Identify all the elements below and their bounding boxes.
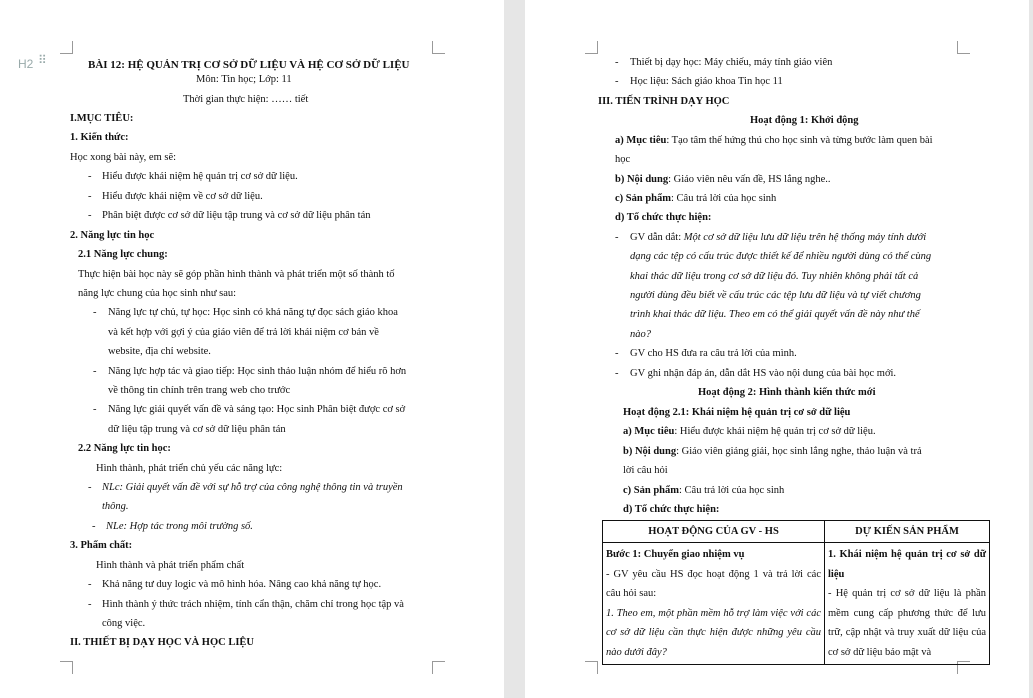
list-item: Hiểu được khái niệm hệ quản trị cơ sở dữ liệu.: [102, 171, 298, 182]
table-row: [603, 543, 990, 665]
bullet-dash: -: [88, 171, 92, 182]
list-item: NLe: Hợp tác trong môi trường số.: [106, 521, 253, 532]
label: c) Sản phẩm: [623, 485, 680, 496]
table-header-cell: DỰ KIẾN SẢN PHẨM: [825, 521, 990, 543]
paragraph: [623, 425, 876, 439]
bullet-dash: -: [93, 366, 97, 377]
crop-mark: [585, 661, 598, 674]
paragraph: Hình thành, phát triển chủ yếu các năng lực:: [96, 463, 283, 474]
section-heading: III. TIẾN TRÌNH DẠY HỌC: [598, 96, 730, 107]
paragraph: Hình thành và phát triển phẩm chất: [96, 560, 245, 571]
product-title: 1. Khái niệm hệ quản trị cơ sở dữ liệu: [828, 549, 986, 580]
bullet-dash: -: [88, 599, 92, 610]
crop-mark: [432, 41, 445, 54]
paragraph: Thực hiện bài học này sẽ góp phần hình thành và phát triển một số thành tố: [78, 269, 395, 280]
text: Một cơ sở dữ liệu lưu dữ liệu trên hệ thống máy tính dưới: [683, 232, 927, 243]
list-item-continued: người dùng đều biết về cấu trúc các tệp lưu dữ liệu và tự viết chương: [630, 290, 921, 301]
list-item-continued: dạng các tệp có cấu trúc được thiết kế để nhiều người dùng có thể cùng: [630, 251, 932, 262]
list-item-continued: website, địa chỉ website.: [108, 346, 211, 357]
subsection-heading: 2.1 Năng lực chung:: [78, 249, 168, 260]
heading-style-indicator[interactable]: H2: [18, 57, 34, 71]
list-item: Thiết bị dạy học: Máy chiếu, máy tính giáo viên: [630, 57, 833, 68]
section-heading: I.MỤC TIÊU:: [70, 113, 134, 124]
bullet-dash: -: [615, 57, 619, 68]
text: : Câu trả lời của học sinh: [671, 193, 777, 204]
list-item: Học liệu: Sách giáo khoa Tin học 11: [630, 76, 783, 87]
table-cell: [603, 543, 825, 665]
text: GV dẫn dắt:: [630, 232, 684, 243]
paragraph: [615, 134, 933, 148]
list-item: GV ghi nhận đáp án, dẫn dắt HS vào nội dung của bài học mới.: [630, 368, 897, 379]
text: : Câu trả lời của học sinh: [679, 485, 785, 496]
bullet-dash: -: [88, 210, 92, 221]
label: a) Mục tiêu: [615, 135, 667, 146]
bullet-dash: -: [615, 76, 619, 87]
list-item: Năng lực tự chủ, tự học: Học sinh có khả năng tự đọc sách giáo khoa: [108, 307, 398, 318]
subsection-heading: 1. Kiến thức:: [70, 132, 129, 143]
bullet-dash: -: [92, 521, 96, 532]
paragraph: d) Tổ chức thực hiện:: [623, 504, 720, 515]
list-item-continued: dữ liệu tập trung và cơ sở dữ liệu phân tán: [108, 424, 286, 435]
activity-heading: Hoạt động 1: Khởi động: [750, 115, 859, 126]
table-header-row: [603, 521, 990, 543]
list-item-continued: và kết hợp với gợi ý của giáo viên để trả lời khái niệm cơ bản về: [108, 327, 379, 338]
label: b) Nội dung: [615, 174, 669, 185]
crop-mark: [957, 41, 970, 54]
list-item: Phân biệt được cơ sở dữ liệu tập trung và cơ sở dữ liệu phân tán: [102, 210, 371, 221]
crop-mark: [585, 41, 598, 54]
bullet-dash: -: [615, 348, 619, 359]
document-page-right: [525, 0, 1029, 698]
list-item: [630, 231, 926, 245]
paragraph: d) Tổ chức thực hiện:: [615, 212, 712, 223]
cell-question: 1. Theo em, một phần mềm hỗ trợ làm việc với các cơ sở dữ liệu cần thực hiện được những yêu cầu nào dưới đây?: [606, 607, 821, 658]
list-item: NLc: Giải quyết vấn đề với sự hỗ trợ của công nghệ thông tin và truyền: [102, 482, 403, 493]
list-item-continued: trình khai thác dữ liệu. Theo em có thể giải quyết vấn đề này như thế: [630, 309, 920, 320]
list-item-continued: khai thác dữ liệu trong cơ sở dữ liệu đó. Tuy nhiên không phải tất cả: [630, 271, 919, 282]
paragraph: [615, 192, 776, 206]
bullet-dash: -: [88, 191, 92, 202]
list-item-continued: thông.: [102, 501, 129, 512]
lesson-time: Thời gian thực hiện: …… tiết: [183, 94, 309, 105]
list-item: Năng lực giải quyết vấn đề và sáng tạo: Học sinh Phân biệt được cơ sở: [108, 404, 406, 415]
text: : Tạo tâm thế hứng thú cho học sinh và từng bước làm quen bài: [666, 135, 933, 146]
paragraph: [615, 173, 831, 187]
lesson-title: BÀI 12: HỆ QUẢN TRỊ CƠ SỞ DỮ LIỆU VÀ HỆ CƠ SỞ DỮ LIỆU: [88, 59, 410, 71]
document-page-left: [0, 0, 504, 698]
text: : Hiểu được khái niệm hệ quản trị cơ sở dữ liệu.: [674, 426, 876, 437]
table-cell: [825, 543, 990, 665]
text: : Giáo viên giảng giải, học sinh lắng nghe, thảo luận và trả: [676, 446, 922, 457]
list-item: Hình thành ý thức trách nhiệm, tính cẩn thận, chăm chỉ trong học tập và: [102, 599, 404, 610]
drag-handle-icon[interactable]: ⠿: [38, 53, 48, 67]
paragraph: [623, 445, 922, 459]
crop-mark: [60, 661, 73, 674]
bullet-dash: -: [88, 482, 92, 493]
cell-text: - GV yêu cầu HS đọc hoạt động 1 và trả lời các câu hỏi sau:: [606, 568, 821, 599]
bullet-dash: -: [88, 579, 92, 590]
subsection-heading: 2.2 Năng lực tin học:: [78, 443, 171, 454]
activity-table: [602, 520, 990, 665]
crop-mark: [60, 41, 73, 54]
table-header-cell: HOẠT ĐỘNG CỦA GV - HS: [603, 521, 825, 543]
bullet-dash: -: [93, 404, 97, 415]
crop-mark: [432, 661, 445, 674]
activity-heading: Hoạt động 2: Hình thành kiến thức mới: [698, 387, 876, 398]
list-item: Năng lực hợp tác và giao tiếp: Học sinh thảo luận nhóm để hiểu rõ hơn: [108, 366, 407, 377]
section-heading: II. THIẾT BỊ DẠY HỌC VÀ HỌC LIỆU: [70, 637, 254, 648]
subsection-heading: 3. Phẩm chất:: [70, 540, 133, 551]
bullet-dash: -: [93, 307, 97, 318]
label: a) Mục tiêu: [623, 426, 675, 437]
paragraph-continued: lời câu hỏi: [623, 465, 668, 476]
activity-subheading: Hoạt động 2.1: Khái niệm hệ quản trị cơ sở dữ liệu: [623, 407, 851, 418]
label: b) Nội dung: [623, 446, 677, 457]
text: : Giáo viên nêu vấn đề, HS lắng nghe..: [668, 174, 831, 185]
list-item-continued: về thông tin chính trên trang web cho trước: [108, 385, 291, 396]
bullet-dash: -: [615, 368, 619, 379]
paragraph: [623, 484, 784, 498]
list-item-continued: nào?: [630, 329, 651, 340]
cell-text: - Hệ quản trị cơ sở dữ liệu là phần mềm cung cấp phương thức để lưu trữ, cập nhật và truy xuất dữ liệu của cơ sở dữ liệu bảo mật và: [828, 588, 986, 658]
list-item: Khả năng tư duy logic và mô hình hóa. Nâng cao khả năng tự học.: [102, 579, 382, 590]
list-item: GV cho HS đưa ra câu trả lời của mình.: [630, 348, 797, 359]
paragraph: năng lực chung của học sinh như sau:: [78, 288, 237, 299]
label: c) Sản phẩm: [615, 193, 672, 204]
lesson-subtitle: Môn: Tin học; Lớp: 11: [196, 74, 292, 85]
paragraph: Học xong bài này, em sẽ:: [70, 152, 177, 163]
list-item: Hiểu được khái niệm về cơ sở dữ liệu.: [102, 191, 263, 202]
bullet-dash: -: [615, 232, 619, 243]
paragraph-continued: học: [615, 154, 631, 165]
step-label: Bước 1: Chuyển giao nhiệm vụ: [606, 549, 745, 560]
subsection-heading: 2. Năng lực tin học: [70, 230, 155, 241]
list-item-continued: công việc.: [102, 618, 146, 629]
